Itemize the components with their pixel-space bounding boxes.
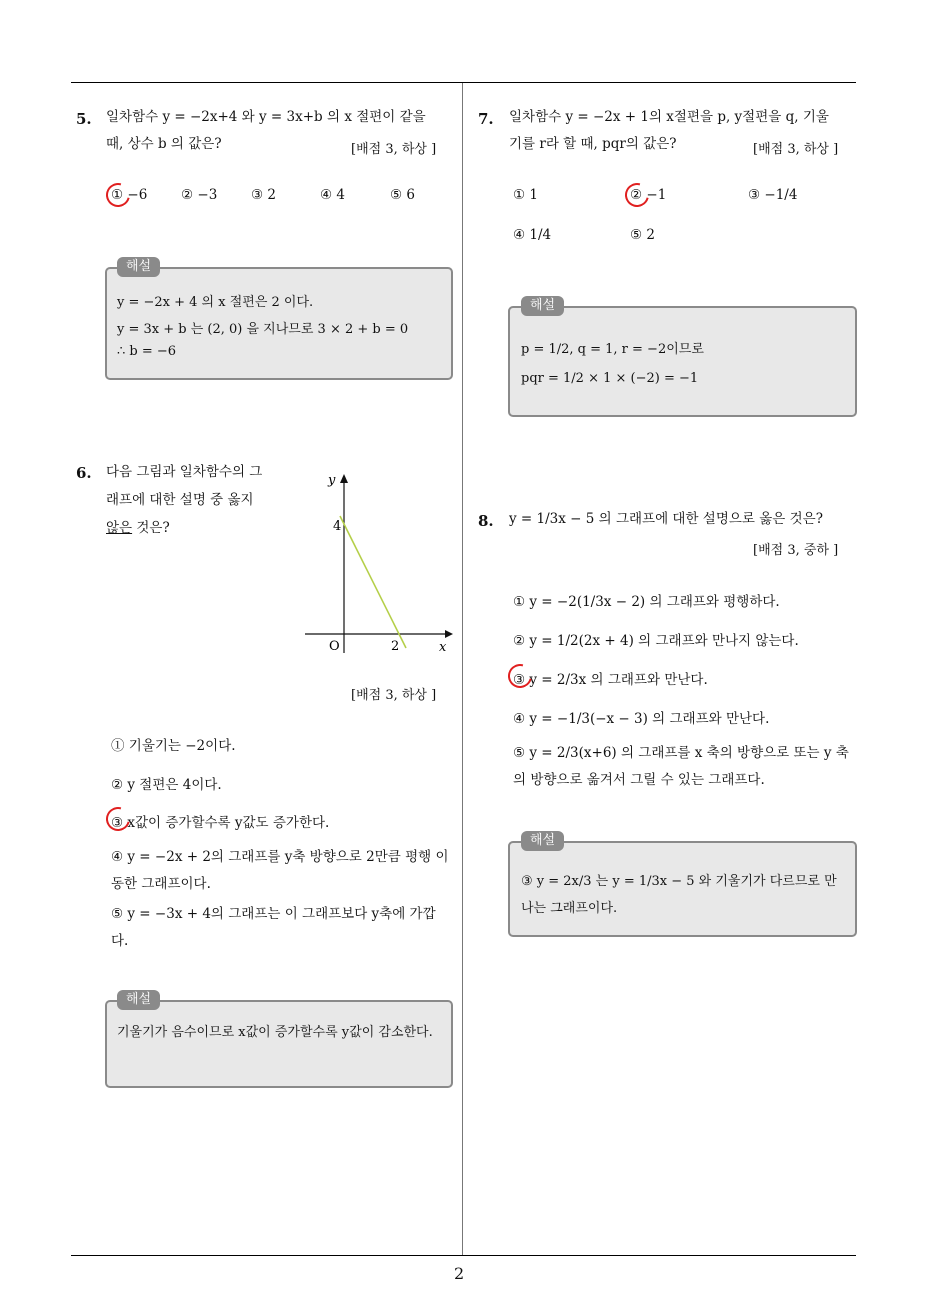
bottom-rule: [71, 1255, 856, 1256]
q6-option-5[interactable]: ⑤ y = −3x + 4의 그래프는 이 그래프보다 y축에 가깝다.: [111, 906, 436, 949]
q7-option-1[interactable]: ① 1: [513, 187, 538, 203]
q6-graph-x-arrow: [445, 630, 453, 638]
q7-option-4[interactable]: ④ 1/4: [513, 227, 552, 243]
q5-stem-line2: 때, 상수 b 의 값은?: [106, 136, 222, 152]
q6-graph-x-tick: 2: [391, 639, 400, 654]
q7-solution-box: [508, 306, 857, 417]
top-rule: [71, 82, 856, 83]
q8-number: 8.: [478, 512, 494, 530]
q5-option-3[interactable]: ③ 2: [251, 187, 276, 203]
q8-option-3[interactable]: ③ y = 2/3x 의 그래프와 만난다.: [513, 672, 708, 688]
q5-solution-tag: 해설: [117, 257, 160, 277]
q5-solution-line2: y = 3x + b 는 (2, 0) 을 지나므로 3 × 2 + b = 0: [117, 322, 409, 337]
q6-graph-line: [340, 516, 406, 648]
q6-stem-line3: [106, 515, 170, 542]
q8-option-2[interactable]: ② y = 1/2(2x + 4) 의 그래프와 만나지 않는다.: [513, 633, 799, 649]
q8-solution-text: ③ y = 2x/3 는 y = 1/3x − 5 와 기울기가 다르므로 만나는 그래프이다.: [521, 874, 837, 916]
page-number: 2: [454, 1264, 465, 1283]
q8-meta: [배점 3, 중하 ]: [753, 543, 839, 558]
q5-option-1[interactable]: ① −6: [111, 187, 148, 203]
q6-stem-line2: 래프에 대한 설명 중 옳지: [106, 492, 254, 508]
q8-stem-line1: y = 1/3x − 5 의 그래프에 대한 설명으로 옳은 것은?: [509, 511, 823, 527]
q8-option-4[interactable]: ④ y = −1/3(−x − 3) 의 그래프와 만난다.: [513, 711, 770, 727]
q7-solution-line2: pqr = 1/2 × 1 × (−2) = −1: [521, 371, 699, 386]
q6-meta: [배점 3, 하상 ]: [351, 688, 437, 703]
q7-meta: [배점 3, 하상 ]: [753, 142, 839, 157]
q7-solution-tag: 해설: [521, 296, 564, 316]
q6-graph-origin: O: [329, 639, 340, 654]
q6-option-2[interactable]: ② y 절편은 4이다.: [111, 777, 222, 793]
q5-option-2[interactable]: ② −3: [181, 187, 218, 203]
q6-solution-tag: 해설: [117, 990, 160, 1010]
q6-stem-line3-rest: 것은?: [132, 520, 170, 536]
q5-option-4[interactable]: ④ 4: [320, 187, 345, 203]
q6-graph-x-label: x: [439, 640, 447, 655]
q6-stem-line1: 다음 그림과 일차함수의 그: [106, 464, 263, 480]
q7-stem-line2: 기를 r라 할 때, pqr의 값은?: [509, 136, 677, 152]
q5-solution-line3: ∴ b = −6: [117, 344, 177, 359]
q6-solution-text: 기울기가 음수이므로 x값이 증가할수록 y값이 감소한다.: [117, 1025, 433, 1040]
q7-solution-line1: p = 1/2, q = 1, r = −2이므로: [521, 342, 704, 357]
q5-solution-line1: y = −2x + 4 의 x 절편은 2 이다.: [117, 295, 314, 310]
q5-option-5[interactable]: ⑤ 6: [390, 187, 415, 203]
q6-graph-y-label: y: [328, 473, 336, 488]
q5-answer-circle: [102, 179, 135, 212]
q6-underlined-word: 않은: [106, 520, 133, 536]
q8-solution-tag: 해설: [521, 831, 564, 851]
q6-option-4[interactable]: ④ y = −2x + 2의 그래프를 y축 방향으로 2만큼 평행 이동한 그래프이다.: [111, 849, 449, 892]
q8-option-5[interactable]: ⑤ y = 2/3(x+6) 의 그래프를 x 축의 방향으로 또는 y 축의 방향으로 옮겨서 그릴 수 있는 그래프다.: [513, 745, 849, 788]
q7-stem-line1: 일차함수 y = −2x + 1의 x절편을 p, y절편을 q, 기울: [509, 109, 829, 125]
q6-graph-y-arrow: [340, 474, 348, 483]
q7-answer-circle: [621, 179, 654, 212]
q6-option-3[interactable]: ③ x값이 증가할수록 y값도 증가한다.: [111, 815, 330, 831]
q5-meta: [배점 3, 하상 ]: [351, 142, 437, 157]
q6-graph: [300, 468, 460, 668]
q7-number: 7.: [478, 110, 494, 128]
q8-option-1[interactable]: ① y = −2(1/3x − 2) 의 그래프와 평행하다.: [513, 594, 780, 610]
column-divider: [462, 83, 463, 1255]
q5-stem-line1: 일차함수 y = −2x+4 와 y = 3x+b 의 x 절편이 같을: [106, 109, 426, 125]
q6-number: 6.: [76, 464, 92, 482]
q7-option-3[interactable]: ③ −1/4: [748, 187, 798, 203]
q7-option-5[interactable]: ⑤ 2: [630, 227, 655, 243]
q7-option-2[interactable]: ② −1: [630, 187, 667, 203]
q5-number: 5.: [76, 110, 92, 128]
q6-option-1[interactable]: ① 기울기는 −2이다.: [111, 738, 236, 754]
q6-graph-y-tick: 4: [333, 519, 342, 534]
